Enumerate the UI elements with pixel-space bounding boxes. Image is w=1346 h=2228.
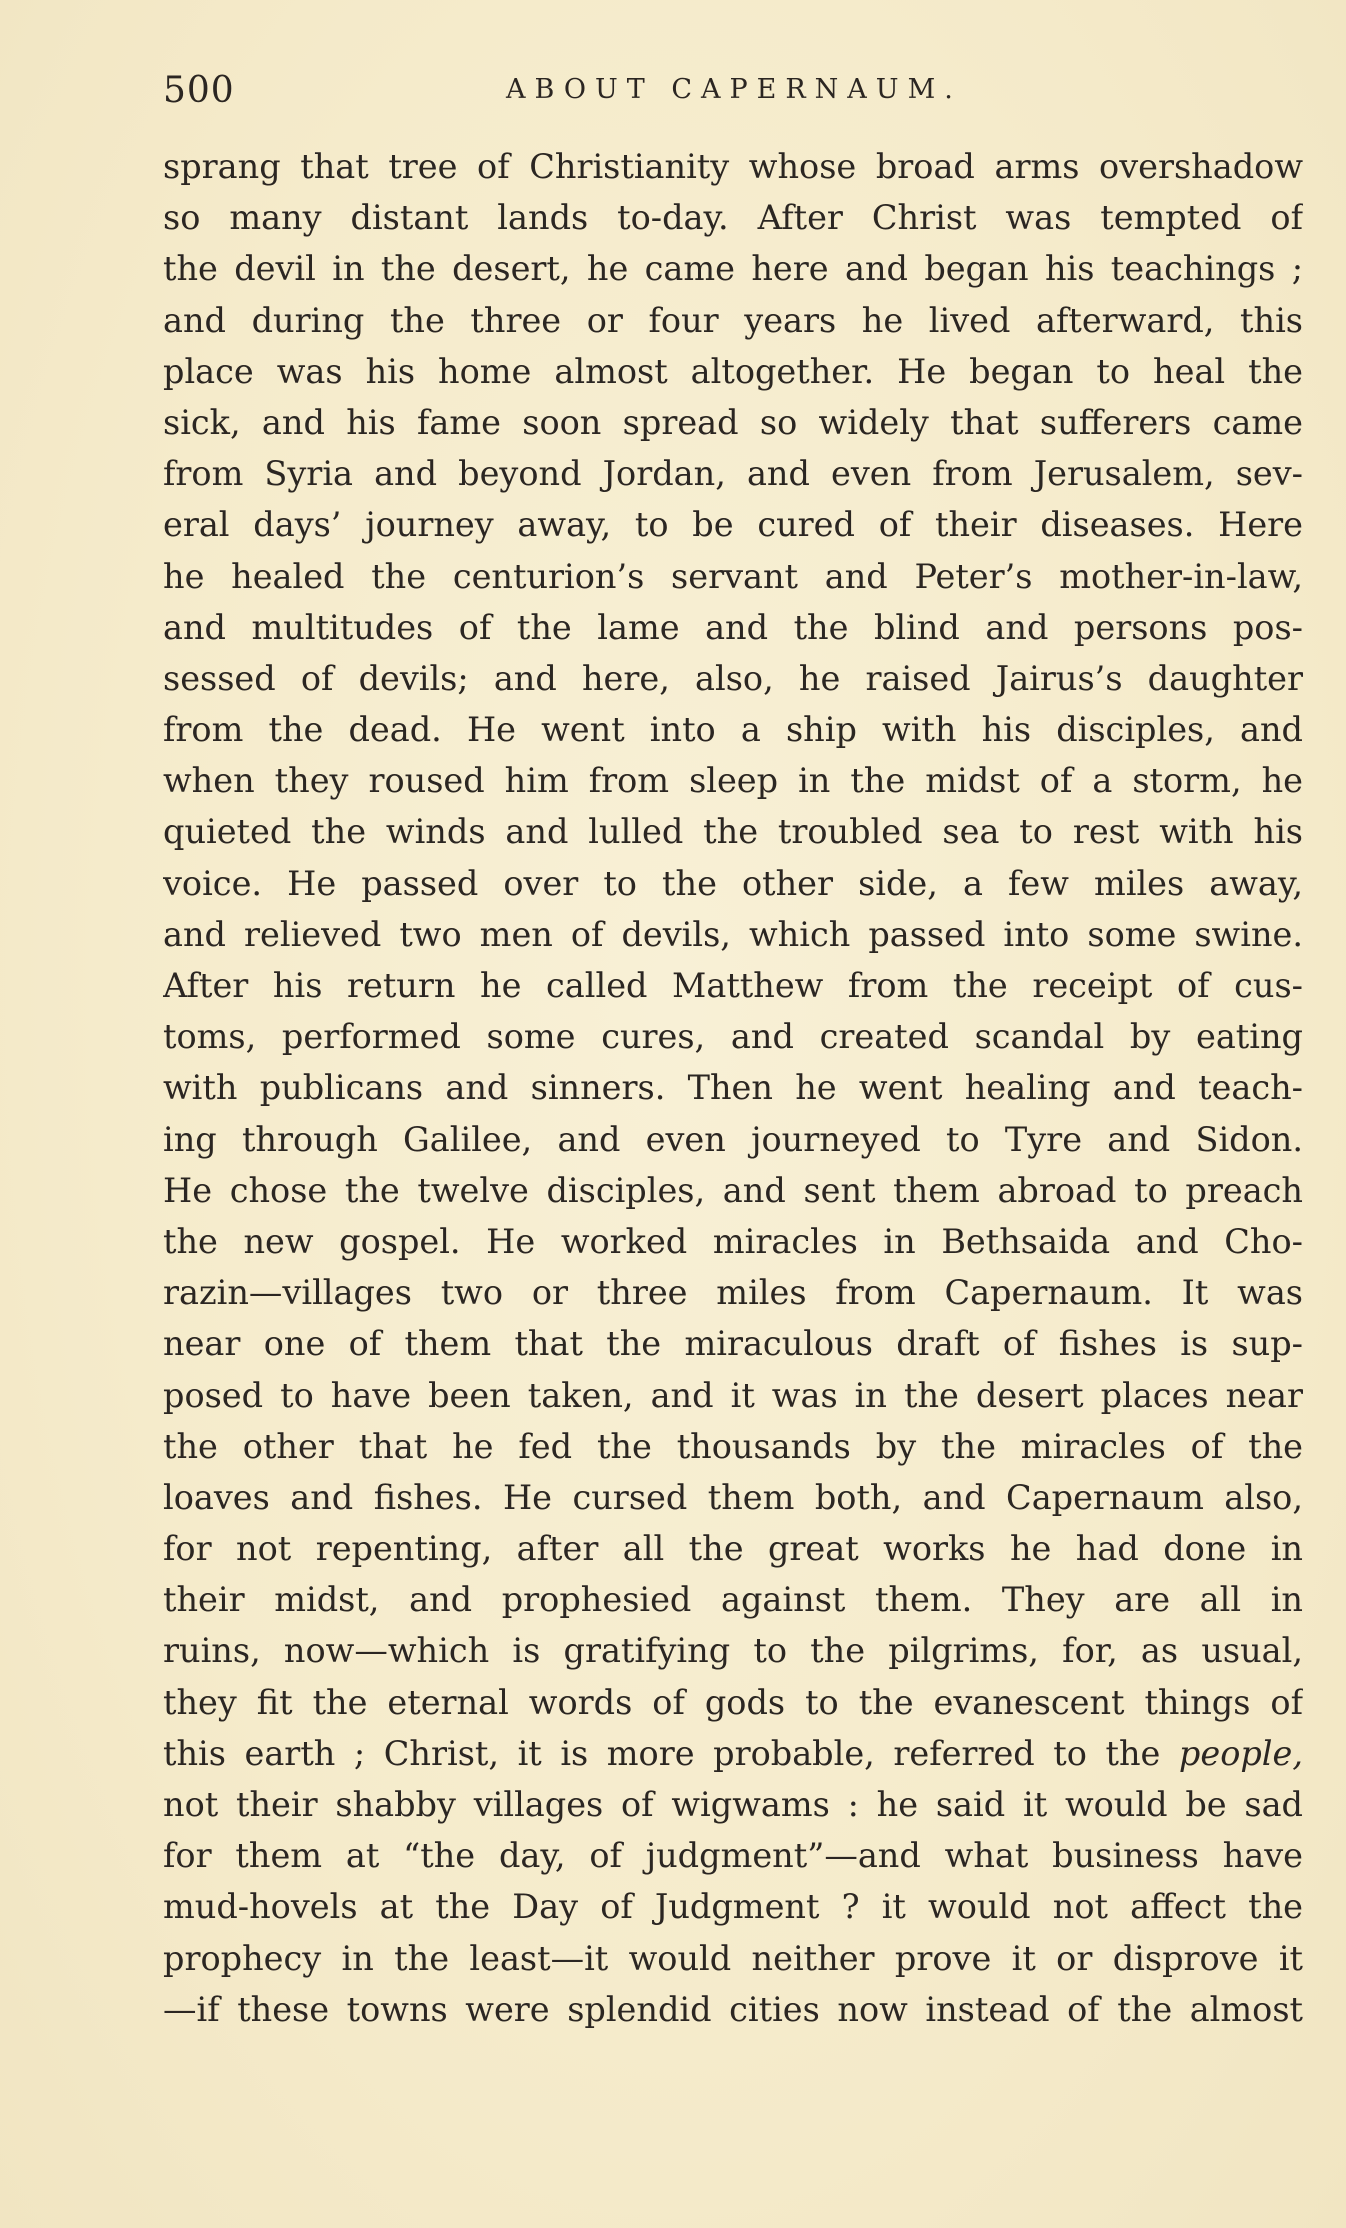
text-line: prophecy in the least—it would neither prove it or disprove it [163, 1938, 1303, 1978]
text-line: loaves and fishes. He cursed them both, and Capernaum also, [163, 1477, 1303, 1517]
text-line: from Syria and beyond Jordan, and even from Jerusalem, sev- [163, 454, 1303, 494]
text-line: place was his home almost altogether. He began to heal the [163, 351, 1303, 391]
text-line: and relieved two men of devils, which passed into some swine. [163, 914, 1303, 954]
text-line: After his return he called Matthew from the receipt of cus- [163, 966, 1303, 1005]
text-line: near one of them that the miraculous draft of fishes is sup- [163, 1324, 1303, 1364]
text-line: —if these towns were splendid cities now instead of the almost [163, 1989, 1303, 2029]
text-line: for not repenting, after all the great works he had done in [163, 1529, 1303, 1569]
text-line: and during the three or four years he lived afterward, this [163, 300, 1303, 340]
text-line: not their shabby villages of wigwams : he said it would be sad [163, 1785, 1303, 1824]
page-number: 500 [163, 70, 235, 111]
text-line: he healed the centurion’s servant and Peter’s mother-in-law, [163, 556, 1303, 596]
text-line: He chose the twelve disciples, and sent them abroad to preach [163, 1170, 1303, 1210]
text-line: and multitudes of the lame and the blind and persons pos- [163, 607, 1303, 647]
text-line: the devil in the desert, he came here and began his teachings ; [163, 249, 1303, 289]
text-line: mud-hovels at the Day of Judgment ? it would not affect the [163, 1887, 1303, 1927]
text-line: the new gospel. He worked miracles in Bethsaida and Cho- [163, 1221, 1303, 1261]
text-line: quieted the winds and lulled the troubled sea to rest with his [163, 812, 1303, 852]
text-line: sprang that tree of Christianity whose broad arms overshadow [163, 147, 1303, 186]
text-line: posed to have been taken, and it was in the desert places near [163, 1375, 1303, 1415]
text-segment: this earth ; Christ, it is more probable, referred to the [163, 1733, 1179, 1773]
text-line: sick, and his fame soon spread so widely that sufferers came [163, 402, 1303, 442]
text-line: from the dead. He went into a ship with his disciples, and [163, 710, 1303, 750]
text-line: toms, performed some cures, and created scandal by eating [163, 1017, 1303, 1057]
text-line: with publicans and sinners. Then he went healing and teach- [163, 1068, 1303, 1108]
body-text [163, 141, 1303, 2035]
text-line: razin—villages two or three miles from Capernaum. It was [163, 1273, 1303, 1313]
text-line: ing through Galilee, and even journeyed to Tyre and Sidon. [163, 1119, 1303, 1159]
text-line-with-italic [163, 1728, 1303, 1779]
text-line: ruins, now—which is gratifying to the pilgrims, for, as usual, [163, 1631, 1303, 1671]
text-line: voice. He passed over to the other side, a few miles away, [163, 863, 1303, 903]
text-line: their midst, and prophesied against them. They are all in [163, 1580, 1303, 1620]
text-line: when they roused him from sleep in the midst of a storm, he [163, 761, 1303, 801]
italic-word: people, [1178, 1733, 1303, 1773]
page-header [163, 70, 1303, 120]
text-line: for them at “the day, of judgment”—and what business have [163, 1836, 1303, 1876]
text-line: the other that he fed the thousands by the miracles of the [163, 1426, 1303, 1466]
text-line: they fit the eternal words of gods to the evanescent things of [163, 1682, 1303, 1722]
text-line: sessed of devils; and here, also, he raised Jairus’s daughter [163, 658, 1303, 698]
text-line: so many distant lands to-day. After Christ was tempted of [163, 198, 1303, 238]
running-head: ABOUT CAPERNAUM. [506, 74, 962, 105]
text-line: eral days’ journey away, to be cured of their diseases. Here [163, 505, 1303, 545]
